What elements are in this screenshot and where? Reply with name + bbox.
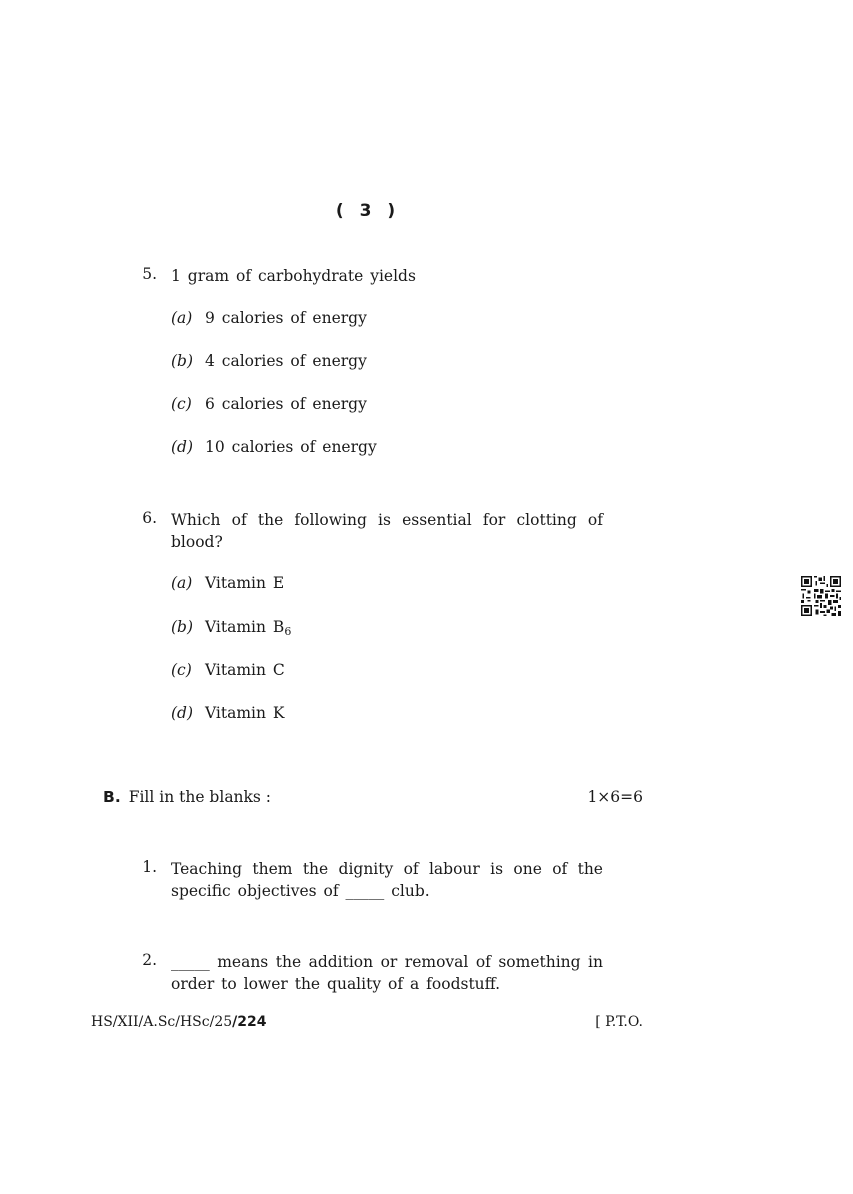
option-a	[171, 574, 284, 592]
option-text: 4 calories of energy	[205, 352, 367, 370]
pto-label: [ P.T.O.	[595, 1014, 643, 1030]
paper-code-suffix: /224	[232, 1014, 267, 1030]
option-label: (d)	[171, 438, 194, 456]
question-number: 5.	[142, 265, 157, 283]
option-d	[171, 704, 285, 722]
qr-code-icon	[801, 576, 841, 616]
option-text: Vitamin E	[205, 574, 285, 592]
paper-code	[91, 1014, 267, 1030]
question-number: 2.	[142, 951, 157, 969]
question-text: 1 gram of carbohydrate yields	[171, 267, 416, 285]
option-text: Vitamin K	[205, 704, 285, 722]
page-number: ( 3 )	[335, 201, 398, 221]
option-a	[171, 309, 367, 327]
option-b	[171, 618, 291, 638]
option-c	[171, 661, 285, 679]
paper-code-prefix: HS/XII/A.Sc/HSc/25	[91, 1014, 233, 1030]
question-number: 1.	[142, 858, 157, 876]
option-c	[171, 395, 367, 413]
option-label: (b)	[171, 352, 194, 370]
option-label: (c)	[171, 395, 192, 413]
section-b-heading	[103, 788, 271, 806]
section-title: Fill in the blanks :	[128, 788, 272, 806]
option-text: 10 calories of energy	[205, 438, 377, 456]
option-b	[171, 352, 367, 370]
question-text: _____ means the addition or removal of something in order to lower the quality of a foodstuff.	[171, 953, 603, 993]
section-marks: 1×6=6	[587, 788, 643, 806]
subscript: 6	[284, 625, 292, 638]
option-text: Vitamin C	[205, 661, 285, 679]
option-text: 6 calories of energy	[205, 395, 367, 413]
option-text	[205, 618, 291, 638]
question-text: Which of the following is essential for clotting of blood?	[171, 511, 603, 551]
option-label: (d)	[171, 704, 194, 722]
option-label: (a)	[171, 309, 193, 327]
option-label: (a)	[171, 574, 193, 592]
option-text-main: Vitamin B	[205, 618, 285, 636]
option-d	[171, 438, 377, 456]
question-number: 6.	[142, 509, 157, 527]
option-text: 9 calories of energy	[205, 309, 367, 327]
section-letter: B.	[103, 788, 121, 806]
question-text: Teaching them the dignity of labour is one of the specific objectives of _____ club.	[171, 860, 603, 900]
option-label: (b)	[171, 618, 194, 636]
option-label: (c)	[171, 661, 192, 679]
